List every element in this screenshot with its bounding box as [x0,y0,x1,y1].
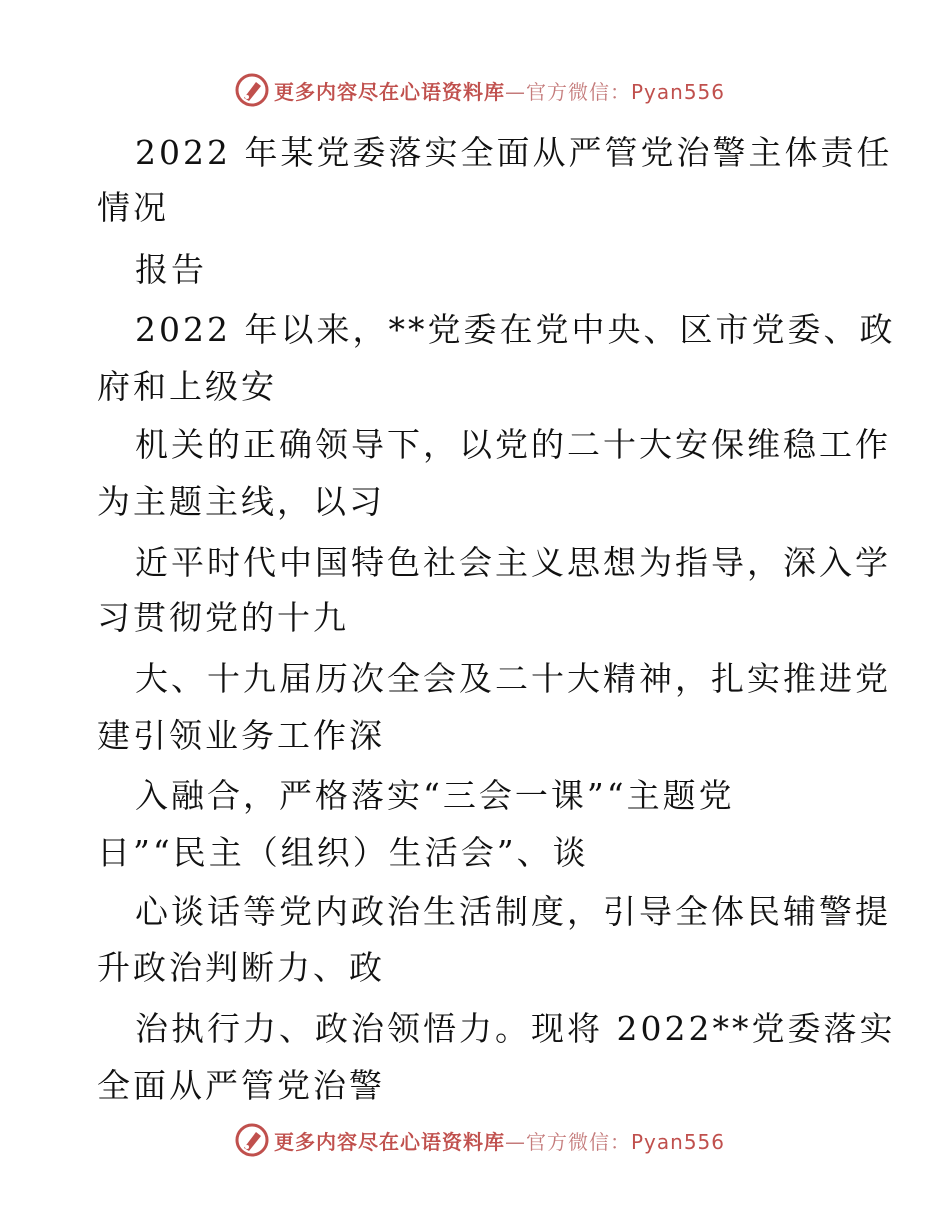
banner-wechat-id: Pyan556 [631,79,726,104]
doc-text-line: 日”“民主（组织）生活会”、谈 [97,833,589,872]
banner-text [274,1126,725,1155]
banner-text [274,76,725,105]
banner-wechat-id: Pyan556 [631,1129,726,1154]
doc-text-line: 心谈话等党内政治生活制度，引导全体民辅警提 [135,892,891,931]
banner-dash: — [505,1129,526,1154]
doc-title-line-1: 2022 年某党委落实全面从严管党治警主体责任 [135,133,893,172]
doc-text-line: 机关的正确领导下，以党的二十大安保维稳工作 [135,425,891,464]
doc-text-line: 全面从严管党治警 [97,1066,385,1105]
doc-text-line: 大、十九届历次全会及二十大精神，扎实推进党 [135,659,891,698]
doc-title-line-3: 报告 [135,250,207,289]
banner-dash: — [505,79,526,104]
doc-text-line: 近平时代中国特色社会主义思想为指导，深入学 [135,543,891,582]
doc-title-line-2: 情况 [97,188,169,227]
banner-brand: 更多内容尽在心语资料库 [274,1129,505,1154]
banner-label: 官方微信： [526,79,631,104]
doc-text-line: 治执行力、政治领悟力。现将 2022**党委落实 [135,1009,896,1048]
pen-nib-logo-icon [234,72,270,108]
doc-text-line: 为主题主线，以习 [97,482,385,521]
doc-text-line: 习贯彻党的十九 [97,598,349,637]
doc-text-line: 府和上级安 [97,367,277,406]
doc-text-line: 升政治判断力、政 [97,948,385,987]
footer-banner [234,1120,725,1160]
header-banner [234,70,725,110]
banner-label: 官方微信： [526,1129,631,1154]
doc-text-line: 入融合，严格落实“三会一课”“主题党 [135,776,735,815]
pen-nib-logo-icon [234,1122,270,1158]
doc-text-line: 2022 年以来，**党委在党中央、区市党委、政 [135,310,896,349]
banner-brand: 更多内容尽在心语资料库 [274,79,505,104]
doc-text-line: 建引领业务工作深 [97,716,385,755]
